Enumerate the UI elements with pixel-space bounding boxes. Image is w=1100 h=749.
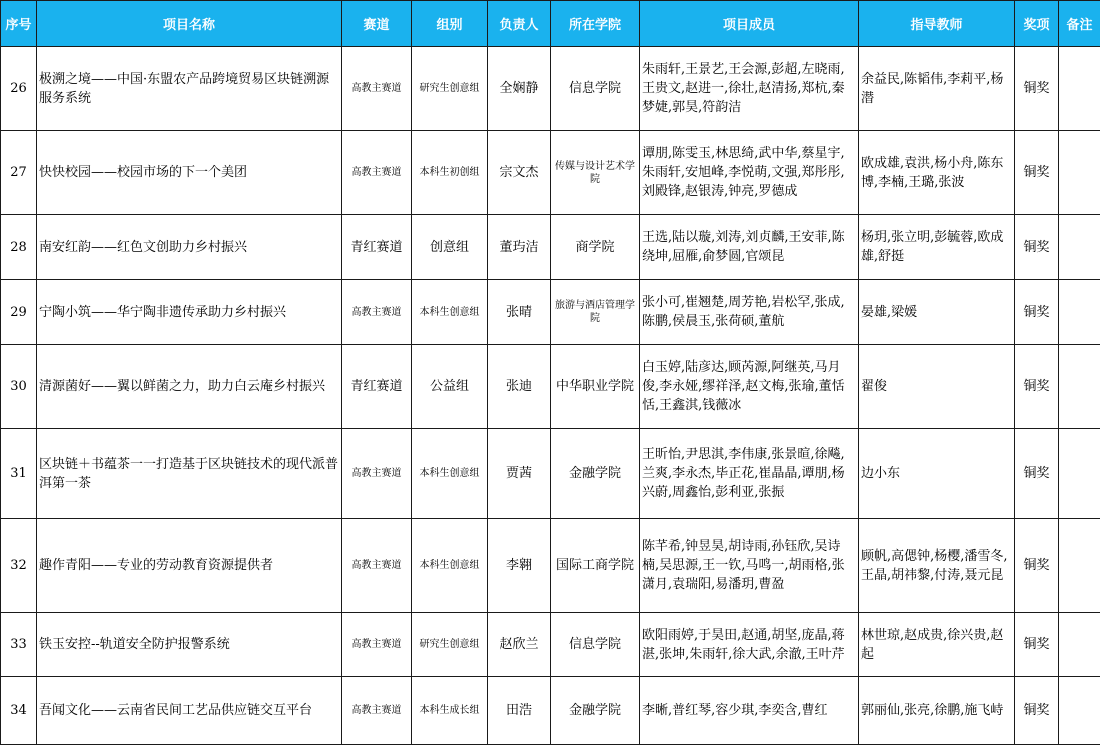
college-cell: 信息学院 [551,47,640,131]
table-row [1,613,1100,677]
group-cell: 研究生创意组 [412,47,488,131]
award-cell: 铜奖 [1015,677,1059,745]
table-row [1,47,1100,131]
members-cell: 朱雨轩,王景艺,王会源,彭超,左晓雨,王贵文,赵进一,徐壮,赵清扬,郑杭,秦梦婕,郭昊,符韵洁 [640,47,859,131]
members-cell: 张小可,崔翘楚,周芳艳,岩松罕,张成,陈鹏,侯晨玉,张荷硕,董航 [640,280,859,345]
track-cell: 高教主赛道 [342,47,412,131]
group-cell: 公益组 [412,345,488,429]
track-cell: 青红赛道 [342,345,412,429]
seq-cell: 26 [1,47,37,131]
project-name-cell: 快快校园——校园市场的下一个美团 [37,131,342,215]
group-cell: 本科生创意组 [412,429,488,519]
project-name-cell: 南安红韵——红色文创助力乡村振兴 [37,215,342,280]
award-cell: 铜奖 [1015,47,1059,131]
remarks-cell [1059,345,1100,429]
award-cell: 铜奖 [1015,131,1059,215]
leader-cell: 张迪 [488,345,551,429]
college-cell: 金融学院 [551,677,640,745]
table-row [1,519,1100,613]
remarks-cell [1059,677,1100,745]
members-cell: 谭朋,陈雯玉,林思绮,武中华,蔡星宇,朱雨轩,安旭峰,李悦萌,文强,郑彤彤,刘殿锋,赵银涛,钟亮,罗德成 [640,131,859,215]
college-cell: 传媒与设计艺术学院 [551,131,640,215]
group-cell: 本科生创意组 [412,519,488,613]
remarks-cell [1059,280,1100,345]
college-cell: 旅游与酒店管理学院 [551,280,640,345]
table-row [1,345,1100,429]
advisors-cell: 晏雄,梁媛 [859,280,1015,345]
track-cell: 青红赛道 [342,215,412,280]
project-name-cell: 趣作青阳——专业的劳动教育资源提供者 [37,519,342,613]
leader-cell: 田浩 [488,677,551,745]
remarks-cell [1059,131,1100,215]
leader-cell: 赵欣兰 [488,613,551,677]
track-cell: 高教主赛道 [342,280,412,345]
advisors-cell: 余益民,陈韬伟,李莉平,杨潜 [859,47,1015,131]
group-cell: 创意组 [412,215,488,280]
advisors-cell: 顾帆,高偲钟,杨樱,潘雪冬,王晶,胡祎黎,付涛,聂元昆 [859,519,1015,613]
group-cell: 本科生创意组 [412,280,488,345]
group-cell: 研究生创意组 [412,613,488,677]
award-cell: 铜奖 [1015,345,1059,429]
project-name-cell: 区块链＋书蕴茶一一打造基于区块链技术的现代派普洱第一茶 [37,429,342,519]
leader-cell: 李翱 [488,519,551,613]
track-cell: 高教主赛道 [342,613,412,677]
track-cell: 高教主赛道 [342,131,412,215]
college-cell: 国际工商学院 [551,519,640,613]
remarks-cell [1059,613,1100,677]
remarks-cell [1059,47,1100,131]
header-row [1,1,1100,47]
advisors-cell: 林世琼,赵成贵,徐兴贵,赵起 [859,613,1015,677]
header-project: 项目名称 [37,1,342,47]
members-cell: 陈芊希,钟昱昊,胡诗雨,孙钰欣,吴诗楠,吴思源,王一钦,马鸣一,胡雨格,张潇月,袁瑞阳,易潘玥,曹盈 [640,519,859,613]
seq-cell: 27 [1,131,37,215]
track-cell: 高教主赛道 [342,677,412,745]
project-name-cell: 极溯之境——中国·东盟农产品跨境贸易区块链溯源服务系统 [37,47,342,131]
members-cell: 王昕怡,尹思淇,李伟康,张景暄,徐飚,兰爽,李永杰,毕正花,崔晶晶,谭朋,杨兴蔚,周鑫怡,彭利亚,张振 [640,429,859,519]
header-advisors: 指导教师 [859,1,1015,47]
table-row [1,280,1100,345]
advisors-cell: 郭丽仙,张亮,徐鹏,施飞峙 [859,677,1015,745]
project-name-cell: 铁玉安控--轨道安全防护报警系统 [37,613,342,677]
remarks-cell [1059,519,1100,613]
leader-cell: 贾茜 [488,429,551,519]
seq-cell: 32 [1,519,37,613]
members-cell: 王选,陆以璇,刘涛,刘贞麟,王安菲,陈绕坤,屈雁,俞梦圆,官颂昆 [640,215,859,280]
members-cell: 白玉婷,陆彦达,顾芮源,阿继英,马月俊,李永娅,缪祥泽,赵文梅,张瑜,董恬恬,王鑫淇,钱薇冰 [640,345,859,429]
college-cell: 金融学院 [551,429,640,519]
table-row [1,215,1100,280]
award-cell: 铜奖 [1015,519,1059,613]
advisors-cell: 欧成雄,袁洪,杨小舟,陈东博,李楠,王璐,张波 [859,131,1015,215]
seq-cell: 30 [1,345,37,429]
seq-cell: 28 [1,215,37,280]
header-members: 项目成员 [640,1,859,47]
group-cell: 本科生初创组 [412,131,488,215]
seq-cell: 34 [1,677,37,745]
college-cell: 商学院 [551,215,640,280]
table-row [1,429,1100,519]
award-cell: 铜奖 [1015,280,1059,345]
track-cell: 高教主赛道 [342,519,412,613]
table-row [1,131,1100,215]
project-name-cell: 吾闻文化——云南省民间工艺品供应链交互平台 [37,677,342,745]
advisors-cell: 边小东 [859,429,1015,519]
seq-cell: 31 [1,429,37,519]
leader-cell: 全娴静 [488,47,551,131]
members-cell: 李晰,普红琴,容少琪,李奕含,曹红 [640,677,859,745]
seq-cell: 33 [1,613,37,677]
award-cell: 铜奖 [1015,613,1059,677]
college-cell: 中华职业学院 [551,345,640,429]
header-leader: 负责人 [488,1,551,47]
advisors-cell: 翟俊 [859,345,1015,429]
remarks-cell [1059,215,1100,280]
college-cell: 信息学院 [551,613,640,677]
header-college: 所在学院 [551,1,640,47]
table-row [1,677,1100,745]
header-group: 组别 [412,1,488,47]
seq-cell: 29 [1,280,37,345]
leader-cell: 董玙洁 [488,215,551,280]
award-cell: 铜奖 [1015,215,1059,280]
award-cell: 铜奖 [1015,429,1059,519]
leader-cell: 宗文杰 [488,131,551,215]
project-name-cell: 清源菌好——翼以鲜菌之力，助力白云庵乡村振兴 [37,345,342,429]
members-cell: 欧阳雨婷,于昊田,赵通,胡坚,庞晶,蒋湛,张坤,朱雨轩,徐大武,余澈,王叶芹 [640,613,859,677]
advisors-cell: 杨玥,张立明,彭毓蓉,欧成雄,舒挺 [859,215,1015,280]
track-cell: 高教主赛道 [342,429,412,519]
header-seq: 序号 [1,1,37,47]
remarks-cell [1059,429,1100,519]
leader-cell: 张晴 [488,280,551,345]
header-remarks: 备注 [1059,1,1100,47]
header-track: 赛道 [342,1,412,47]
header-award: 奖项 [1015,1,1059,47]
group-cell: 本科生成长组 [412,677,488,745]
project-name-cell: 宁陶小筑——华宁陶非遗传承助力乡村振兴 [37,280,342,345]
